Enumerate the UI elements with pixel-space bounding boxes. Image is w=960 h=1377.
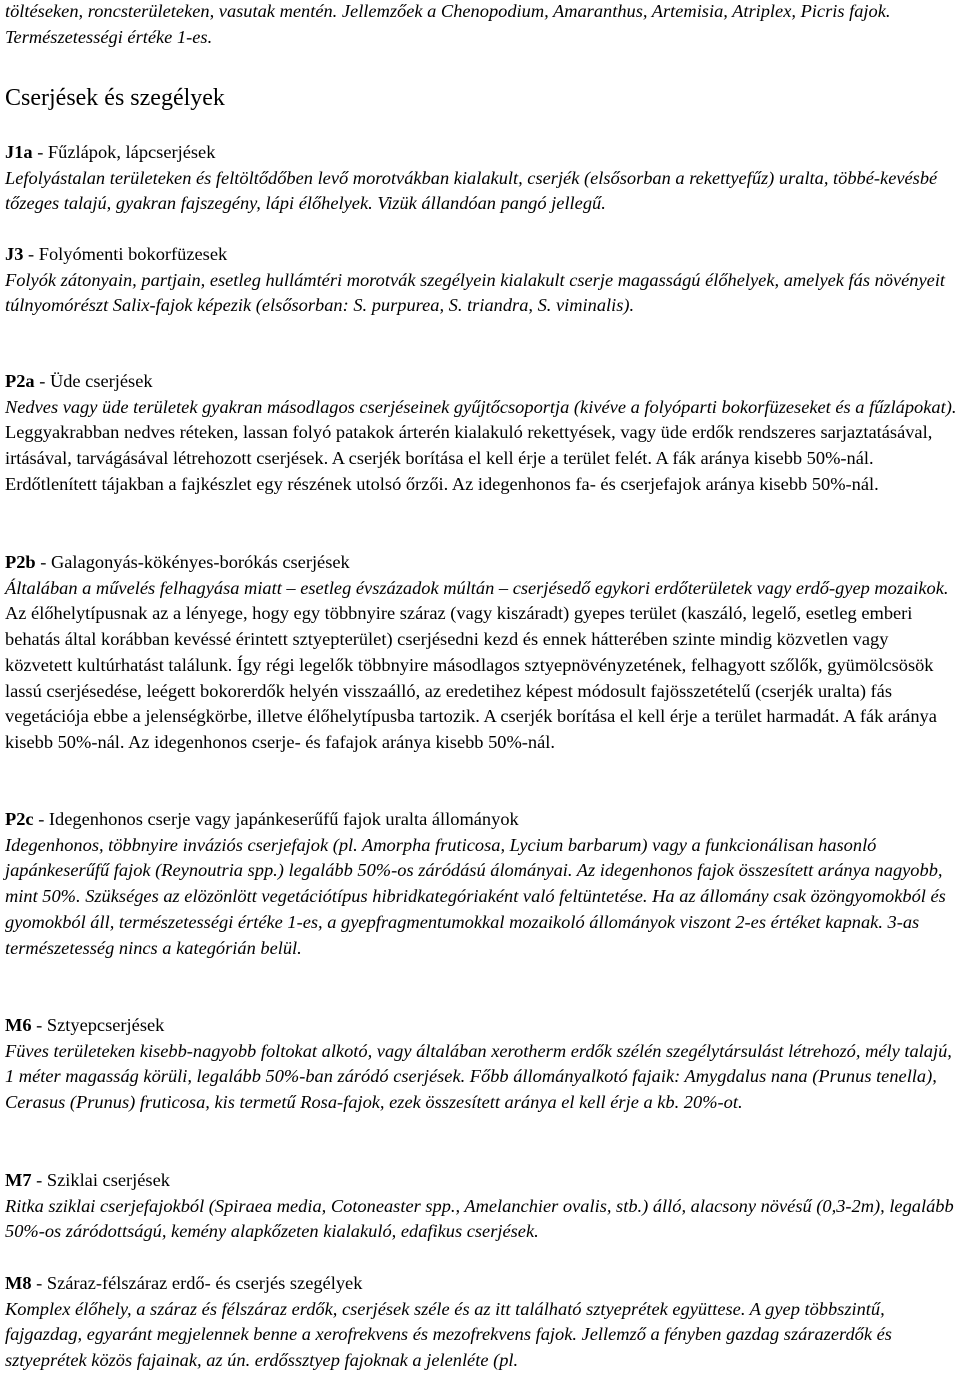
entry-heading (5, 1013, 957, 1039)
entry-rest: Leggyakrabban nedves réteken, lassan folyó patakok árterén kialakuló rekettyések, vagy üde erdők rendszeres sarjaztatásával, irtásával, tarvágásával létrehozott cserjések. A cserjék borítása el kell érje a terület felét. A fák aránya kisebb 50%-nál. Erdőtlenített tájakban a fajkészlet egy részének utolsó őrzői. Az idegenhonos fa- és cserjefajok aránya kisebb 50%-nál. (5, 422, 933, 494)
entry-title: - Sziklai cserjések (31, 1170, 170, 1190)
entry-title: - Folyómenti bokorfüzesek (23, 244, 228, 264)
entry-body (5, 395, 957, 498)
entry-heading (5, 369, 957, 395)
entry-body (5, 576, 957, 756)
entry-heading (5, 807, 957, 833)
entry-p2c (5, 807, 957, 961)
entry-code: J1a (5, 142, 33, 162)
entry-code: P2c (5, 809, 34, 829)
entry-code: P2b (5, 552, 36, 572)
entry-p2b (5, 550, 957, 756)
entry-italic: Nedves vagy üde területek gyakran másodlagos cserjéseinek gyűjtőcsoportja (kivéve a folyóparti bokorfüzeseket és a fűzlápokat). (5, 396, 957, 417)
entry-j1a (5, 140, 957, 217)
entry-body (5, 833, 957, 962)
intro-paragraph: töltéseken, roncsterületeken, vasutak mentén. Jellemzőek a Chenopodium, Amaranthus, Artemisia, Atriplex, Picris fajok. Természetességi értéke 1-es. (5, 1, 891, 47)
entry-italic: Folyók zátonyain, partjain, esetleg hullámtéri morotvák szegélyein kialakult cserje magasságú élőhelyek, amelyek fás növényeit túlnyomórészt Salix-fajok képezik (elsősorban: S. purpurea, S. triandra, S. viminalis). (5, 269, 946, 316)
entry-m8 (5, 1271, 957, 1374)
entry-body (5, 166, 957, 217)
entry-italic: Idegenhonos, többnyire inváziós cserjefajok (pl. Amorpha fruticosa, Lycium barbarum) vagy a funkcionálisan hasonló japánkeserűfű fajok (Reynoutria spp.) legalább 50%-os záródású álományai. Az idegenhonos fajok összesített aránya nagyobb, mint 50%. Szükséges az elözönlött vegetációtípus hibridkategóriaként való feltüntetése. Ha az állomány csak özöngyomokból és gyomokból áll, természetességi értéke 1-es, a gyepfragmentumokkal mozaikoló állományok viszont 2-es értéket kapnak. 3-as természetesség nincs a kategórián belül. (5, 834, 946, 958)
entry-heading (5, 1271, 957, 1297)
entry-italic: Füves területeken kisebb-nagyobb foltokat alkotó, vagy általában xerotherm erdők szélén szegélytársulást létrehozó, mély talajú, 1 méter magasság körüli, legalább 50%-ban záródó cserjések. Főbb állományalkotó fajaik: Amygdalus nana (Prunus tenella), Cerasus (Prunus) fruticosa, kis termetű Rosa-fajok, ezek összesített aránya el kell érje a kb. 20%-ot. (5, 1040, 952, 1113)
entry-heading (5, 550, 957, 576)
entry-title: - Sztyepcserjések (31, 1015, 165, 1035)
entry-m7 (5, 1168, 957, 1245)
entry-title: - Idegenhonos cserje vagy japánkeserűfű fajok uralta állományok (33, 809, 519, 829)
entry-code: M6 (5, 1015, 32, 1035)
entry-heading (5, 1168, 957, 1194)
entry-title: - Üde cserjések (34, 371, 153, 391)
entry-heading (5, 140, 957, 166)
entry-title: - Fűzlápok, lápcserjések (32, 142, 216, 162)
entry-title: - Galagonyás-kökényes-borókás cserjések (35, 552, 350, 572)
entry-italic: Ritka sziklai cserjefajokból (Spiraea media, Cotoneaster spp., Amelanchier ovalis, stb.) álló, alacsony növésű (0,3-2m), legalább 50%-os záródottságú, kemény alapkőzeten kialakuló, edafikus cserjések. (5, 1195, 954, 1242)
section-title: Cserjések és szegélyek (5, 85, 225, 111)
entry-body (5, 1194, 957, 1245)
entry-code: J3 (5, 244, 24, 264)
entry-title: - Száraz-félszáraz erdő- és cserjés szegélyek (31, 1273, 363, 1293)
entry-body (5, 1039, 957, 1116)
entry-italic: Lefolyástalan területeken és feltöltődőben levő morotvákban kialakult, cserjék (elsősorban a rekettyefűz) uralta, többé-kevésbé tőzeges talajú, gyakran fajszegény, lápi élőhelyek. Vizük állandóan pangó jellegű. (5, 167, 938, 214)
entry-code: M8 (5, 1273, 32, 1293)
entry-italic: Komplex élőhely, a száraz és félszáraz erdők, cserjések széle és az itt található sztyeprétek együttese. A gyep többszintű, fajgazdag, egyaránt megjelennek benne a xerofrekvens és mezofrekvens fajok. Jellemző a fényben gazdag szárazerdők és sztyeprétek közös fajainak, az ún. erdőssztyep fajoknak a jelenléte (pl. (5, 1298, 892, 1371)
entry-p2a (5, 369, 957, 498)
entry-body (5, 268, 957, 319)
entry-italic: Általában a művelés felhagyása miatt – esetleg évszázadok múltán – cserjésedő egykori erdőterületek vagy erdő-gyep mozaikok. (5, 577, 949, 598)
entry-body (5, 1297, 957, 1374)
entry-rest: Az élőhelytípusnak az a lényege, hogy egy többnyire száraz (vagy kiszáradt) gyepes terület (kaszáló, legelő, esetleg emberi behatás által korábban kevéssé érintett sztyepterület) cserjésedni kezd és ennek hátterében szinte mindig közvetlen vagy közvetett kultúrhatást találunk. Így régi legelők többnyire másodlagos sztyepnövényzetének, felhagyott szőlők, gyümölcsösök lassú cserjésedése, leégett bokorerdők helyén visszaálló, az eredetihez képest módosult fajösszetételű (cserjék uralta) fás vegetációja ebbe a jelenségkörbe, illetve élőhelytípusba tartozik. A cserjék borítása el kell érje a terület harmadát. A fák aránya kisebb 50%-nál. Az idegenhonos cserje- és fafajok aránya kisebb 50%-nál. (5, 603, 937, 752)
entry-heading (5, 242, 957, 268)
entry-code: P2a (5, 371, 35, 391)
entry-j3 (5, 242, 957, 319)
entry-m6 (5, 1013, 957, 1116)
entry-code: M7 (5, 1170, 32, 1190)
